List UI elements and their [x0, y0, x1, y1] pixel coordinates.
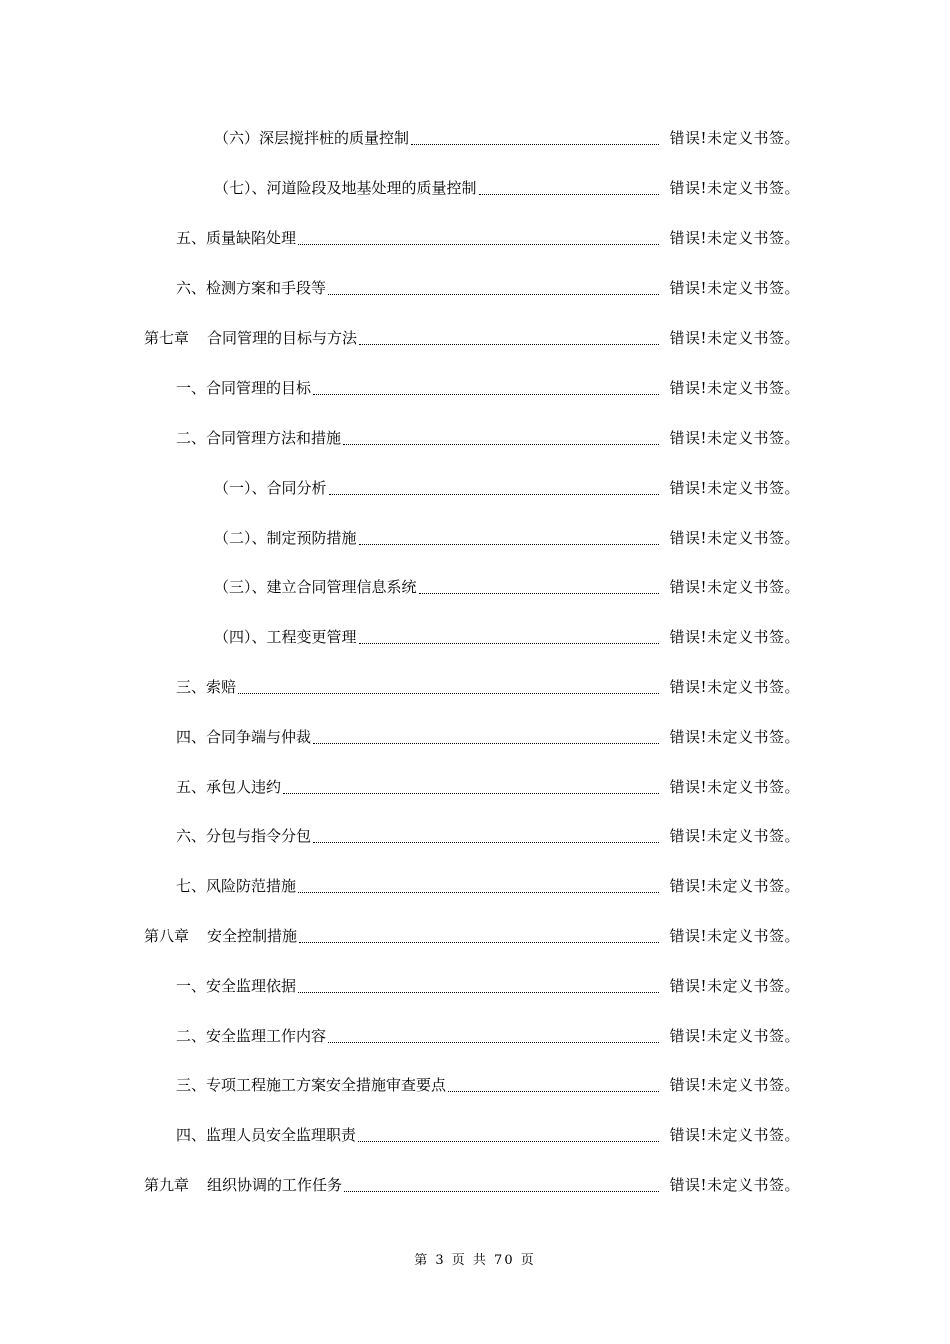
toc-entry-page: 错误!未定义书签。 [669, 628, 800, 646]
toc-entry[interactable] [214, 526, 800, 550]
toc-entry-page: 错误!未定义书签。 [669, 479, 800, 497]
toc-entry[interactable] [176, 226, 800, 250]
toc-leader-dots [419, 593, 660, 594]
toc-chapter-entry[interactable] [144, 326, 800, 350]
toc-leader-dots [313, 743, 659, 744]
toc-entry-title: 四、监理人员安全监理职责 [176, 1126, 357, 1144]
toc-chapter-number: 第九章 [144, 1176, 190, 1194]
toc-leader-dots [479, 194, 660, 195]
toc-entry-page: 错误!未定义书签。 [669, 778, 800, 796]
toc-leader-dots [313, 394, 659, 395]
toc-entry-page: 错误!未定义书签。 [669, 1076, 800, 1094]
toc-entry[interactable] [176, 376, 800, 400]
toc-entry-title: 一、合同管理的目标 [176, 379, 312, 397]
toc-entry-page: 错误!未定义书签。 [669, 279, 800, 297]
toc-entry-page: 错误!未定义书签。 [669, 1027, 800, 1045]
toc-leader-dots [298, 892, 659, 893]
toc-entry-title: 二、合同管理方法和措施 [176, 429, 342, 447]
toc-entry-title: （四）、工程变更管理 [214, 628, 357, 646]
toc-entry-title: （三）、建立合同管理信息系统 [214, 578, 417, 596]
toc-entry-page: 错误!未定义书签。 [669, 728, 800, 746]
toc-entry-page: 错误!未定义书签。 [669, 179, 800, 197]
toc-leader-dots [359, 643, 660, 644]
toc-entry-page: 错误!未定义书签。 [669, 429, 800, 447]
toc-entry-title: （六）深层搅拌桩的质量控制 [214, 129, 410, 147]
toc-leader-dots [328, 294, 659, 295]
toc-leader-dots [298, 244, 659, 245]
toc-entry[interactable] [176, 1123, 800, 1147]
toc-chapter-entry[interactable] [144, 1173, 800, 1197]
toc-leader-dots [283, 793, 659, 794]
toc-entry-title: 四、合同争端与仲裁 [176, 728, 312, 746]
toc-entry-title: 组织协调的工作任务 [207, 1176, 343, 1194]
toc-leader-dots [328, 1042, 659, 1043]
toc-leader-dots [313, 842, 659, 843]
toc-entry[interactable] [176, 426, 800, 450]
toc-entry[interactable] [214, 126, 800, 150]
page-footer: 第 3 页 共 70 页 [414, 1253, 536, 1268]
toc-entry-page: 错误!未定义书签。 [669, 529, 800, 547]
toc-entry-page: 错误!未定义书签。 [669, 827, 800, 845]
toc-leader-dots [238, 693, 659, 694]
toc-entry-title: 安全控制措施 [207, 927, 298, 945]
toc-leader-dots [298, 992, 659, 993]
toc-entry-page: 错误!未定义书签。 [669, 678, 800, 696]
toc-entry[interactable] [214, 575, 800, 599]
toc-entry[interactable] [214, 176, 800, 200]
toc-entry-title: 五、质量缺陷处理 [176, 229, 297, 247]
toc-entry[interactable] [176, 1024, 800, 1048]
toc-entry-title: 三、专项工程施工方案安全措施审查要点 [176, 1076, 447, 1094]
toc-entry-page: 错误!未定义书签。 [669, 1176, 800, 1194]
toc-entry-title: 五、承包人违约 [176, 778, 282, 796]
toc-chapter-entry[interactable] [144, 924, 800, 948]
toc-entry-page: 错误!未定义书签。 [669, 229, 800, 247]
toc-leader-dots [359, 544, 660, 545]
toc-entry-title: （二）、制定预防措施 [214, 529, 357, 547]
toc-entry-title: （一）、合同分析 [214, 479, 327, 497]
toc-leader-dots [448, 1091, 659, 1092]
toc-entry-title: 二、安全监理工作内容 [176, 1027, 327, 1045]
toc-entry[interactable] [176, 675, 800, 699]
toc-entry-page: 错误!未定义书签。 [669, 1126, 800, 1144]
toc-entry-page: 错误!未定义书签。 [669, 877, 800, 895]
toc-entry-title: 七、风险防范措施 [176, 877, 297, 895]
toc-entry[interactable] [176, 974, 800, 998]
toc-entry-page: 错误!未定义书签。 [669, 578, 800, 596]
toc-entry[interactable] [176, 725, 800, 749]
toc-leader-dots [329, 494, 660, 495]
toc-entry-title: 合同管理的目标与方法 [207, 329, 358, 347]
toc-entry[interactable] [176, 276, 800, 300]
toc-leader-dots [299, 942, 659, 943]
toc-entry-page: 错误!未定义书签。 [669, 129, 800, 147]
toc-leader-dots [344, 1191, 659, 1192]
toc-entry-title: 三、索赔 [176, 678, 237, 696]
toc-entry-page: 错误!未定义书签。 [669, 329, 800, 347]
toc-entry[interactable] [176, 1073, 800, 1097]
toc-entry-page: 错误!未定义书签。 [669, 379, 800, 397]
toc-entry-page: 错误!未定义书签。 [669, 927, 800, 945]
toc-entry[interactable] [176, 775, 800, 799]
toc-entry-title: 六、分包与指令分包 [176, 827, 312, 845]
toc-leader-dots [358, 1141, 659, 1142]
toc-entry-title: 六、检测方案和手段等 [176, 279, 327, 297]
toc-entry-title: （七）、河道险段及地基处理的质量控制 [214, 179, 477, 197]
toc-entry[interactable] [214, 625, 800, 649]
toc-leader-dots [343, 444, 659, 445]
toc-entry-title: 一、安全监理依据 [176, 977, 297, 995]
toc-leader-dots [411, 144, 659, 145]
toc-chapter-number: 第八章 [144, 927, 190, 945]
toc-entry[interactable] [176, 824, 800, 848]
toc-chapter-number: 第七章 [144, 329, 190, 347]
toc-entry[interactable] [176, 874, 800, 898]
toc-entry[interactable] [214, 476, 800, 500]
toc-entry-page: 错误!未定义书签。 [669, 977, 800, 995]
toc-leader-dots [359, 344, 659, 345]
